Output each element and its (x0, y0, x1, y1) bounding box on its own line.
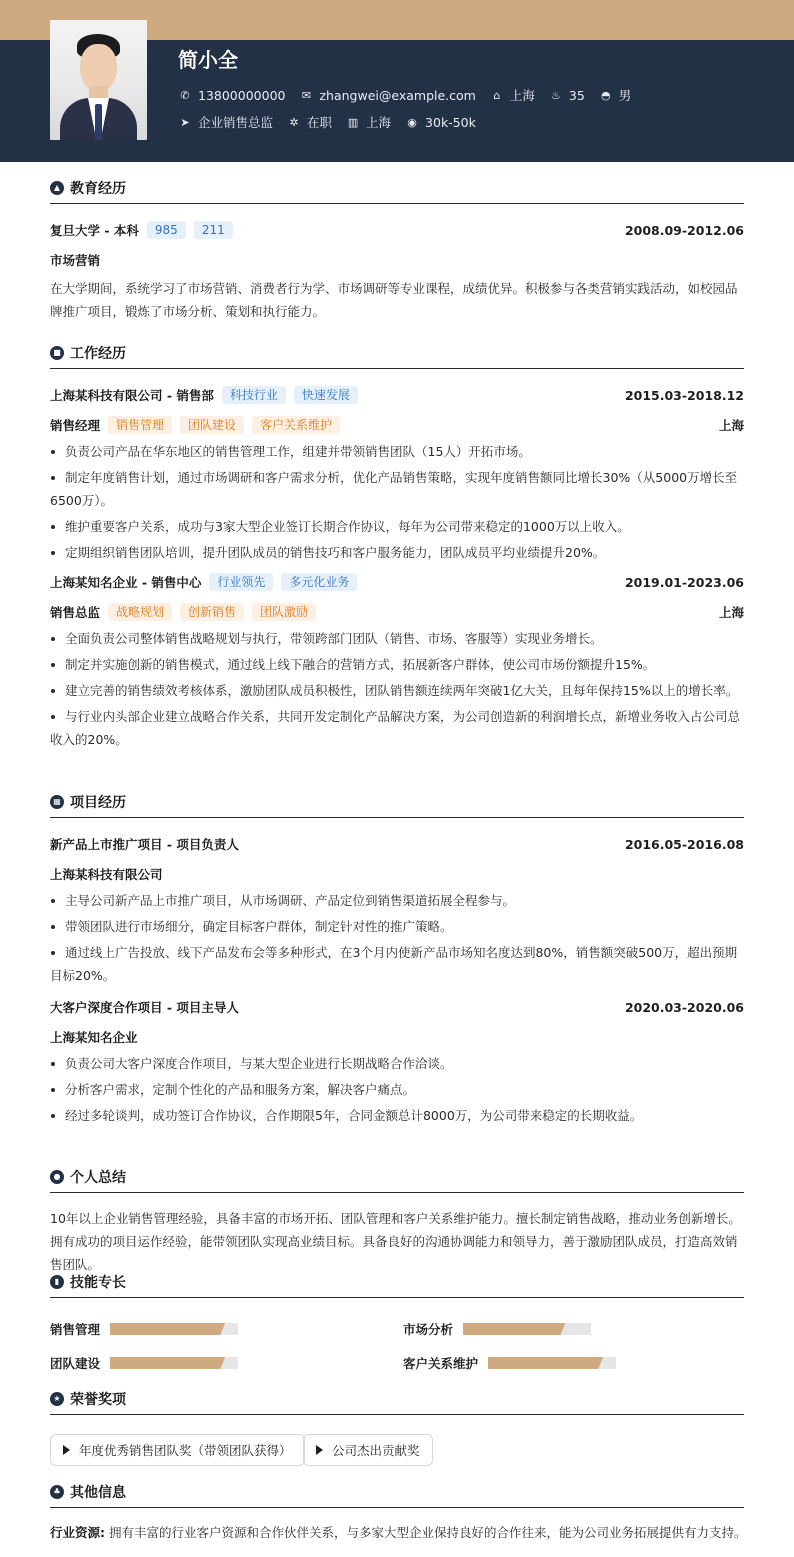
section-title: 教育经历 (70, 180, 126, 197)
phone-icon: ✆ (180, 88, 190, 102)
grid-icon: ▦ (50, 795, 64, 809)
job-title: 企业销售总监 (198, 115, 274, 130)
section-title: 项目经历 (70, 794, 126, 811)
company-name: 上海某科技有限公司 - 销售部 (50, 388, 214, 403)
skill-bar (110, 1357, 238, 1369)
building-icon: ▥ (347, 115, 359, 129)
list-item: 与行业内头部企业建立战略合作关系，共同开发定制化产品解决方案，为公司创造新的利润增长点，新增业务收入占公司总收入的20%。 (50, 705, 744, 751)
school-name: 复旦大学 - 本科 (50, 223, 139, 238)
role: 销售经理 (50, 418, 101, 433)
work-entry (50, 386, 744, 564)
project-entry (50, 835, 744, 987)
work-city: 上海 (718, 605, 744, 620)
play-icon (63, 1445, 70, 1455)
list-item: 制定年度销售计划，通过市场调研和客户需求分析，优化产品销售策略，实现年度销售额同比增长30%（从5000万增长至6500万）。 (50, 466, 744, 512)
other-text: 拥有丰富的行业客户资源和合作伙伴关系，与多家大型企业保持良好的合作往来，能为公司业务拓展提供有力支持。 (108, 1525, 747, 1540)
award-item[interactable]: 年度优秀销售团队奖（带领团队获得） (50, 1434, 305, 1466)
tree-icon: ♣ (50, 1485, 64, 1499)
section-title: 个人总结 (70, 1169, 126, 1186)
skill-bar-fill (463, 1323, 565, 1335)
list-item: 全面负责公司整体销售战略规划与执行，带领跨部门团队（销售、市场、客服等）实现业务增长。 (50, 627, 744, 650)
list-item: 经过多轮谈判，成功签订合作协议，合作期限5年，合同金额总计8000万，为公司带来稳定的长期收益。 (50, 1104, 744, 1127)
job-status: 在职 (307, 115, 333, 130)
job-intent-row (178, 113, 490, 131)
money-icon: ◉ (407, 115, 417, 129)
skill-bar (463, 1323, 591, 1335)
summary-text: 10年以上企业销售管理经验，具备丰富的市场开拓、团队管理和客户关系维护能力。擅长制定销售战略，推动业务创新增长。拥有成功的项目运作经验，能带领团队实现高业绩目标。具备良好的沟通协调能力和领导力，善于激励团队成员，打造高效销售团队。 (50, 1211, 741, 1272)
skill-name: 团队建设 (50, 1356, 101, 1371)
list-item: 主导公司新产品上市推广项目，从市场调研、产品定位到销售渠道拓展全程参与。 (50, 889, 744, 912)
role-tag: 团队建设 (180, 416, 244, 434)
role-tag: 战略规划 (108, 603, 172, 621)
projects-section (50, 792, 744, 1130)
other-info (50, 1521, 747, 1544)
gear-icon: ✲ (289, 115, 299, 129)
list-item: 负责公司大客户深度合作项目，与某大型企业进行长期战略合作洽谈。 (50, 1052, 744, 1075)
skill-bar (110, 1323, 238, 1335)
gender: 男 (618, 88, 632, 103)
salary: 30k-50k (425, 114, 476, 130)
skill-bar-fill (488, 1357, 603, 1369)
role-tag: 创新销售 (180, 603, 244, 621)
gender-icon: ◓ (600, 88, 611, 102)
user-icon: ● (50, 1170, 64, 1184)
work-date: 2019.01-2023.06 (624, 574, 744, 590)
awards-section (50, 1389, 744, 1415)
project-company: 上海某科技有限公司 (50, 867, 163, 882)
section-title: 技能专长 (70, 1274, 126, 1291)
section-title: 其他信息 (70, 1484, 126, 1501)
list-item: 分析客户需求，定制个性化的产品和服务方案，解决客户痛点。 (50, 1078, 744, 1101)
summary-section (50, 1167, 744, 1276)
project-title: 新产品上市推广项目 - 项目负责人 (50, 837, 239, 852)
work-entry (50, 573, 744, 751)
company-tag: 快速发展 (294, 386, 358, 404)
cake-icon: ♨ (550, 88, 561, 102)
avatar (50, 20, 147, 140)
project-company: 上海某知名企业 (50, 1030, 138, 1045)
play-icon (316, 1445, 323, 1455)
candidate-name: 简小全 (178, 48, 238, 72)
role-tag: 团队激励 (252, 603, 316, 621)
project-title: 大客户深度合作项目 - 项目主导人 (50, 1000, 239, 1015)
email: zhangwei@example.com (319, 87, 476, 103)
section-title: 荣誉奖项 (70, 1391, 126, 1408)
skill-bar-fill (110, 1357, 225, 1369)
work-city: 上海 (366, 115, 392, 130)
home-icon: ⌂ (493, 88, 501, 102)
school-tag: 985 (147, 221, 186, 239)
mail-icon: ✉ (301, 88, 312, 102)
role-tag: 客户关系维护 (252, 416, 340, 434)
skill-bar (488, 1357, 616, 1369)
list-item: 定期组织销售团队培训，提升团队成员的销售技巧和客户服务能力，团队成员平均业绩提升20%。 (50, 541, 744, 564)
project-date: 2016.05-2016.08 (624, 836, 744, 852)
medal-icon: ★ (50, 1392, 64, 1406)
skill-name: 销售管理 (50, 1322, 101, 1337)
skills-section (50, 1272, 744, 1382)
company-tag: 多元化业务 (281, 573, 357, 591)
work-city: 上海 (718, 418, 744, 433)
list-item: 带领团队进行市场细分，确定目标客户群体，制定针对性的推广策略。 (50, 915, 744, 938)
skill-bar-fill (110, 1323, 225, 1335)
award-list (50, 1434, 744, 1468)
work-date: 2015.03-2018.12 (624, 387, 744, 403)
skill-item (403, 1354, 616, 1372)
list-item: 建立完善的销售绩效考核体系，激励团队成员积极性，团队销售额连续两年突破1亿大关，且每年保持15%以上的增长率。 (50, 679, 744, 702)
skill-item (50, 1354, 238, 1372)
list-item: 制定并实施创新的销售模式，通过线上线下融合的营销方式，拓展新客户群体，使公司市场份额提升15%。 (50, 653, 744, 676)
briefcase-icon: ■ (50, 346, 64, 360)
list-item: 维护重要客户关系，成功与3家大型企业签订长期合作协议，每年为公司带来稳定的1000万以上收入。 (50, 515, 744, 538)
skill-name: 客户关系维护 (403, 1356, 479, 1371)
contact-row (178, 86, 645, 104)
other-section (50, 1482, 747, 1544)
phone: 13800000000 (198, 87, 286, 103)
role-tag: 销售管理 (108, 416, 172, 434)
bar-chart-icon: ▮ (50, 1275, 64, 1289)
skill-item (403, 1320, 591, 1338)
skill-name: 市场分析 (403, 1322, 454, 1337)
age: 35 (568, 87, 585, 103)
section-title: 工作经历 (70, 345, 126, 362)
school-tag: 211 (194, 221, 233, 239)
location: 上海 (509, 88, 535, 103)
company-tag: 行业领先 (209, 573, 273, 591)
graduation-cap-icon: ▲ (50, 181, 64, 195)
company-name: 上海某知名企业 - 销售中心 (50, 575, 202, 590)
send-icon: ➤ (180, 115, 190, 129)
list-item: 通过线上广告投放、线下产品发布会等多种形式，在3个月内使新产品市场知名度达到80%，销售额突破500万，超出预期目标20%。 (50, 941, 744, 987)
education-section (50, 178, 744, 323)
project-entry (50, 998, 744, 1127)
company-tag: 科技行业 (222, 386, 286, 404)
education-date: 2008.09-2012.06 (624, 222, 744, 238)
role: 销售总监 (50, 605, 101, 620)
list-item: 负责公司产品在华东地区的销售管理工作，组建并带领销售团队（15人）开拓市场。 (50, 440, 744, 463)
skill-item (50, 1320, 238, 1338)
project-date: 2020.03-2020.06 (624, 999, 744, 1015)
work-section (50, 343, 744, 754)
education-description: 在大学期间，系统学习了市场营销、消费者行为学、市场调研等专业课程，成绩优异。积极参与各类营销实践活动，如校园品牌推广项目，锻炼了市场分析、策划和执行能力。 (50, 281, 738, 319)
award-item[interactable]: 公司杰出贡献奖 (303, 1434, 433, 1466)
major: 市场营销 (50, 253, 101, 268)
other-label: 行业资源: (50, 1525, 105, 1540)
